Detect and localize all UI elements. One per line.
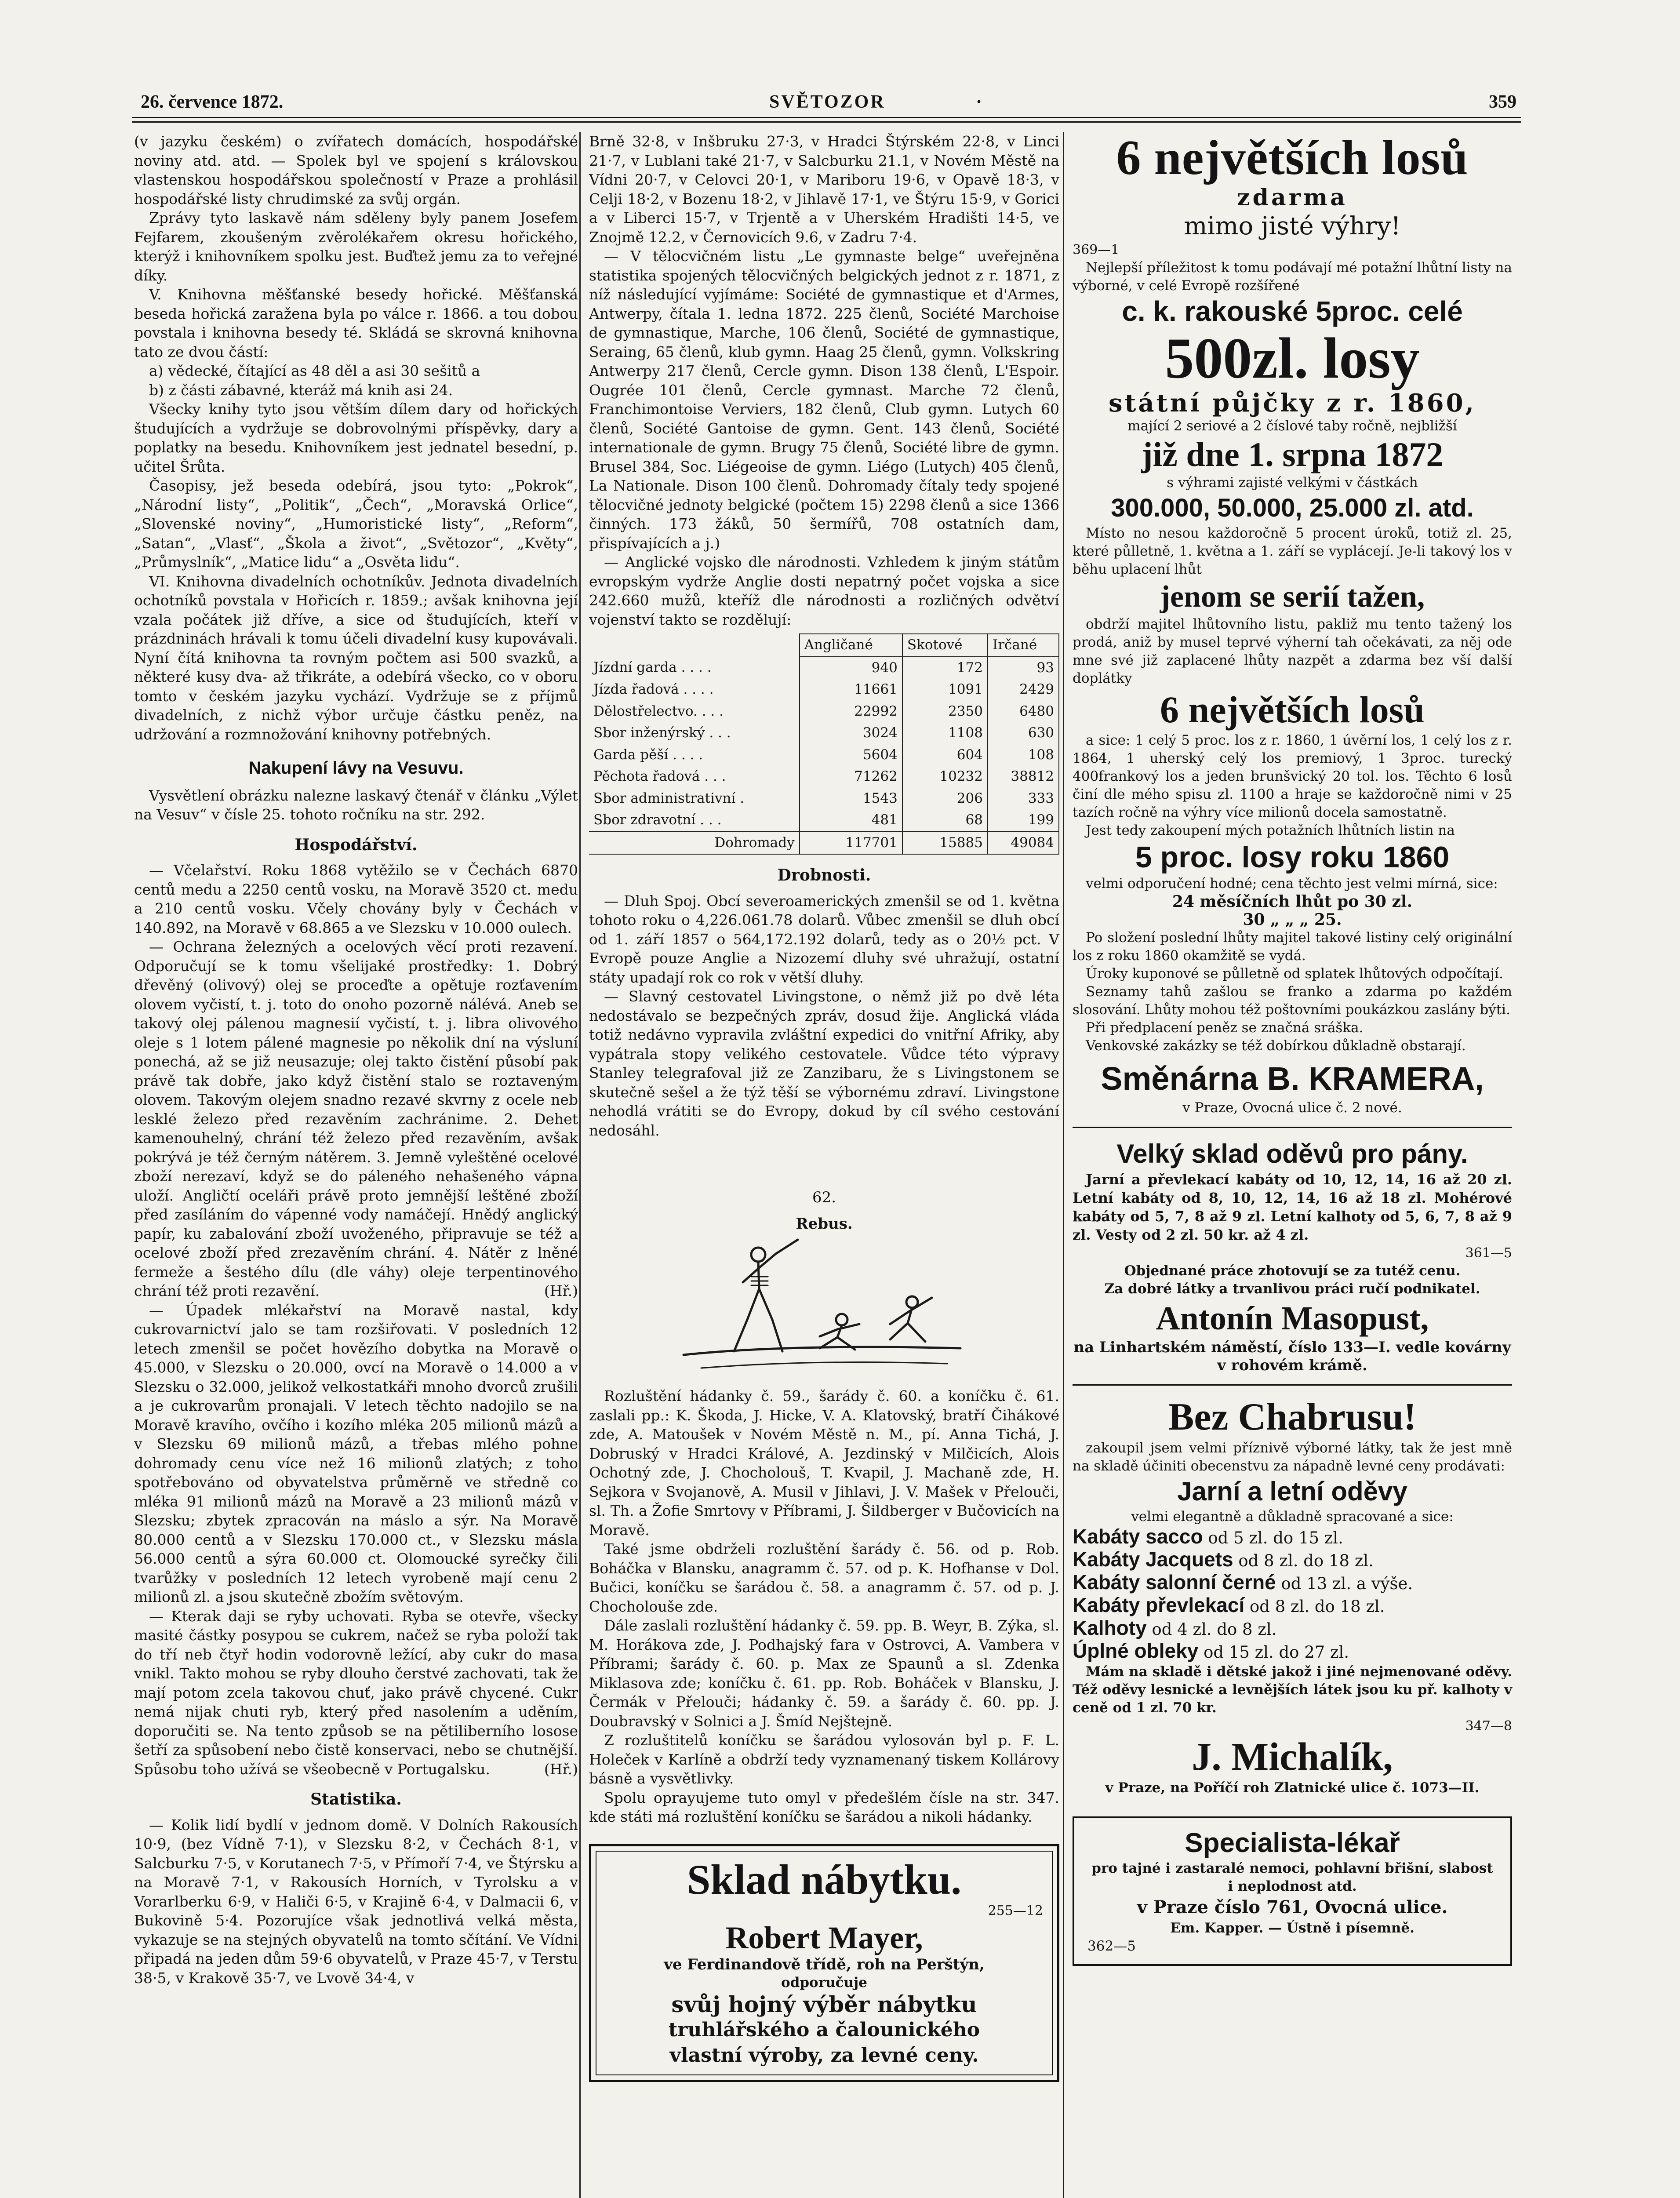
table-row <box>589 679 1059 701</box>
rate-1-value: 30 <box>1364 892 1386 911</box>
cell: 940 <box>800 657 902 679</box>
paragraph-telocvik: — V tělocvičném listu „Le gymnaste belge“ uveřejněna statistika spojených tělocvičných belgických jednot z r. 1871, z níž následující vyjímáme: Société de gymnastique et d'Armes, Antwerpy, čítala 1. ledna 1872. 225 členů, Société Marchoise de gymnastique, Marche, 106 členů, Société de gymnastique, Seraing, 65 členů, klub gymn. Haag 25 členů, gymn. Volkskring Antwerpy 217 členů, Cercle gymn. Dison 138 členů, L'Espoir. Ougrée 101 členů, Cercle gymnast. Marche 72 členů, Franchimontoise Verviers, 182 členů, Club gymn. Lutych 60 členů, Société Gantoise de gymn. Gent. 143 členů, Société internationale de gymn. Brugy 75 členů, Société libre de gymn. Brusel 384, Soc. Liégeoise de gymn. Liégo (Lutych) 405 členů, La Nationale. Dison 100 členů. Dohromady čítaly tedy spojené tělocvičné jednoty belgické (počtem 15) 2298 členů a sice 1366 činných. 173 žáků, 50 šermířů, 708 ostatních dam, přispívajících a j.) <box>589 247 1059 552</box>
ad-chabrus-name: J. Michalík, <box>1192 1735 1393 1779</box>
ad-losy-p1: Místo no nesou každoročně 5 procent úroků, totiž zl. 25, které půlletně, 1. května a 1. září se vyplácejí. Je-li takový los v běhu uplacení lhůt <box>1073 525 1512 577</box>
paragraph-oprava: Spolu oprayujeme tuto omyl v předešlém čísle na str. 347. kde státi má rozluštění koníčku se šarádou a nikoli hádanky. <box>589 1789 1059 1825</box>
list-item <box>1073 1572 1512 1594</box>
paragraph-knihovna-besedy: V. Knihovna měšťanské besedy hořické. Měšťanská beseda hořická zaražena byla po válce r. 1866. a tou dobou povstala i knihovna besedy té. Skládá se skrovná knihovna tato ze dvou částí: <box>134 286 578 360</box>
list-item <box>1073 1549 1512 1572</box>
ad-losy-p7: Úroky kuponové se půlletně od splatek lhůtových odpočítají. <box>1086 966 1503 982</box>
ad-losy-ck: c. k. rakouské 5proc. celé <box>1122 295 1463 327</box>
item-price: od 13 zl. a výše. <box>1281 1574 1413 1593</box>
paragraph-livingstone: — Slavný cestovatel Livingstone, o němž již po dvě léta nedostávalo se bezpečných zpráv, dosud žije. Anglická vláda totiž nedávno vypravila zvláštní expedici do vnitřní Afriky, aby vypátrala stopy velikého cestovatele. Vůdce této výpravy Stanley telegrafoval již ze Zanzibaru, že s Livingstonem se skutečně sešel a že týž těší se výbornému zdraví. Livingstone nehodlá vrátiti se do Evropy, dokud by cíl svého cestování nedosáhl. <box>589 988 1059 1139</box>
item-price: od 5 zl. do 15 zl. <box>1208 1528 1343 1547</box>
header-rule <box>132 117 1521 123</box>
cell: 3024 <box>800 722 902 744</box>
column-2 <box>582 132 1066 2198</box>
ad-losy-p3: a sice: 1 celý 5 proc. los z r. 1860, 1 úvěrní los, 1 celý los z r. 1864, 1 uherský celý los premiový, 1 3proc. turecký 400frankový los a jeden brunšvický 20 tol. los. Těchto 6 losů činí dle mého spisu zl. 1100 a hraje se každoročně nimi v 25 tazích ročně na výhry více milionů docela samostatně. <box>1073 732 1512 820</box>
paragraph-vsecky-knihy: Všecky knihy tyto jsou větším dílem dary od hořických študujících a vydržuje se dobrovolnými příspěvky, dary a poplatky na besedu. Knihovníkem jest jednatel besední, p. učitel Šrůta. <box>134 400 578 475</box>
total-cell: 15885 <box>902 832 988 855</box>
ad-spec-line-1: pro tajné i zastaralé nemoci, pohlavní břišní, slabost i neplodnost atd. <box>1091 1860 1493 1894</box>
ad-sklad-druh: truhlářského a čalounického <box>668 2018 980 2041</box>
item-name: Kabáty sacco <box>1073 1525 1203 1548</box>
ad-chabrus-note: Mám na skladě i dětské jakož i jiné nejmenované oděvy. Též oděvy lesnické a levnějších látek jsou ku př. kalhoty v ceně od 1 zl. 70 kr. <box>1073 1664 1512 1716</box>
row-label: Jízda řadová . . . . <box>593 681 714 697</box>
ad-odevy-address: na Linhartském náměstí, číslo 133—I. vedle kovárny v rohovém krámě. <box>1073 1339 1511 1374</box>
cell: 199 <box>988 809 1059 832</box>
ad-losy-date: již dne 1. srpna 1872 <box>1141 435 1444 473</box>
ad-specialista <box>1073 1816 1512 1966</box>
ad-losy-proc: 5 proc. losy roku 1860 <box>1135 841 1450 874</box>
ad-losy-amounts: 300.000, 50.000, 25.000 zl. atd. <box>1111 494 1474 522</box>
paragraph-statistika: — Kolik lidí bydlí v jednom domě. V Dolních Rakousích 10·9, (bez Vídně 7·1), v Slezsku 8·2, v Čechách 8·1, v Salcburku 7·5, v Korutanech 7·5, v Přímoří 7·4, ve Štýrsku a na Moravě 7·1, v Rakousích Horních, v Tyrolsku a v Vorarlberku 6·9, v Haliči 6·5, v Krajině 6·4, v Dalmacii 6, v Bukovině 5·4. Pozorujíce však jednotlivá velká města, vykazuje se na stejných obyvatelů na tomto sčítání. Ve Vídni připadá na jeden dům 59·6 obyvatelů, v Praze 45·7, v Terstu 38·5, v Krakově 35·7, ve Lvově 34·4, v <box>134 1816 578 1987</box>
ad-chabrus-list <box>1073 1526 1512 1663</box>
table-row <box>589 744 1059 766</box>
row-label: Sbor inženýrský . . . <box>593 725 731 741</box>
cell: 2429 <box>988 679 1059 701</box>
cell: 630 <box>988 722 1059 744</box>
cell: 5604 <box>800 744 902 766</box>
ad-sklad-vyber: svůj hojný výběr nábytku <box>671 1991 977 2017</box>
list-item <box>1073 1617 1512 1640</box>
paragraph-casopisy: Časopisy, jež beseda odebírá, jsou tyto: „Pokrok“, „Národní listy“, „Politik“, „Čech“, „Moravská Orlice“, „Slovenské noviny“, „Humoristické listy“, „Reform“, „Satan“, „Vlasť“, „Škola a život“, „Světozor“, „Květy“, „Průmyslník“, „Matice lidu“ a „Osvěta lidu“. <box>134 477 578 571</box>
item-name: Kabáty převlekací <box>1073 1594 1245 1616</box>
army-col-anglicane: Angličané <box>800 634 902 657</box>
item-price: od 8 zl. do 18 zl. <box>1238 1551 1374 1570</box>
paragraph-rozlusteni-4: Z rozluštitelů koníčku se šarádou vylosován byl p. F. L. Holeček v Karlíně a obdrží tedy vyznamenaný tiskem Kollárovy básně a vysvětlivky. <box>589 1732 1059 1787</box>
ad-losy-p4: Jest tedy zakoupení mých potažních lhůtních listin na <box>1086 822 1455 838</box>
issue-date: 26. července 1872. <box>141 92 284 112</box>
army-table-corner <box>589 634 800 657</box>
list-item <box>1073 1640 1512 1663</box>
ad-sklad-title: Sklad nábytku. <box>687 1856 962 1903</box>
list-item <box>1073 1526 1512 1549</box>
column-3 <box>1064 132 1521 2198</box>
cell: 1543 <box>800 788 902 810</box>
army-col-ircane: Irčané <box>988 634 1059 657</box>
ad-sklad-code: 255—12 <box>988 1903 1043 1918</box>
ad-losy-serii: jenom se serií tažen, <box>1160 580 1425 614</box>
paragraph-lava: Vysvětlení obrázku nalezne laskavý čtenář v článku „Výlet na Vesuv“ v čísle 25. tohoto ročníku na str. 292. <box>134 786 578 823</box>
ad-odevy-code: 361—5 <box>1465 1245 1512 1261</box>
ad-sklad-ceny: vlastní výroby, za levné ceny. <box>669 2044 979 2067</box>
ad-separator-2 <box>1073 1384 1512 1386</box>
paragraph-part-b: b) z části zábavné, kteráž má knih asi 24. <box>149 381 453 399</box>
ad-losy-p6: Po složení poslední lhůty majitel takové listiny celý originální los z roku 1860 okamžitě se vydá. <box>1073 930 1512 964</box>
ryby-signature: (Hř.) <box>544 1760 578 1778</box>
cell: 6480 <box>988 701 1059 723</box>
ad-losy-code: 369—1 <box>1073 242 1120 258</box>
table-row <box>589 722 1059 744</box>
ad-odevy-note-1: Objednané práce zhotovují se za tutéž cenu. <box>1124 1263 1461 1279</box>
rebus-title: Rebus. <box>796 1215 853 1233</box>
rebus-illustration <box>657 1236 991 1381</box>
ad-chabrus-address: v Praze, na Poříčí roh Zlatnické ulice č. 1073—II. <box>1105 1780 1480 1796</box>
cell: 2350 <box>902 701 988 723</box>
army-table-header <box>589 634 1059 657</box>
cell: 1108 <box>902 722 988 744</box>
ad-chabrus-jarni: Jarní a letní oděvy <box>1177 1477 1407 1506</box>
item-price: od 15 zl. do 27 zl. <box>1204 1643 1349 1662</box>
paragraph-ryby <box>134 1607 578 1779</box>
paragraph-zpravy: Zprávy tyto laskavě nám sděleny byly panem Josefem Fejfarem, zkoušeným zvěrolékařem okresu hořického, kterýž i knihovníkem spolku jest. Buďtež jemu za to veřejné díky. <box>134 209 578 284</box>
ad-sklad-nabytku <box>589 1844 1059 2082</box>
ad-losy <box>1073 132 1512 1117</box>
cell: 68 <box>902 809 988 832</box>
table-row <box>589 809 1059 832</box>
ad-chabrus-title: Bez Chabrusu! <box>1168 1396 1417 1438</box>
list-item <box>1073 1594 1512 1617</box>
row-label: Pěchota řadová . . . <box>593 768 726 784</box>
army-col-skotove: Skotové <box>902 634 988 657</box>
page-header <box>141 91 1516 120</box>
paragraph-mlekarstvi: — Úpadek mlékařství na Moravě nastal, kdy cukrovarnictví jalo se tam rozšiřovati. V posledních 12 letech zmenšil se počet hovězího dobytka na Moravě o 45.000, v Slezsku o 20.000, ovcí na Moravě o 14.000 a v Slezsku o 32.000, jelikož velkostatkáři mnoho dvorců zrušili a je cukrovarům pronajali. V letech těchto nadojilo se na Moravě kravího, ovčího i kozího mléka 205 milionů mázů a v Slezsku 69 milionů mázů, a třebas mlého pohne dohromady cenu více než 16 milionů zlatých; z toho spotřebováno od obyvatelstva průměrně ve středně co mléka 91 milionů mázů na Moravě a 23 milionů mázů v Slezsku; zbytek zpracován na máslo a sýr. Na Moravě 80.000 centů a v Slezsku 170.000 ct., v Slezsku másla 56.000 centů a sýra 60.000 ct. Olomoucké syrečky čili tvarůžky v posledních 12 letech vyrobeně mají cenu 2 milionů zl. a jsou skutečně zbožím světovým. <box>134 1301 578 1605</box>
ad-losy-p8: Seznamy tahů zašlou se franko a zdarma po každém slosování. Lhůty mohou též poštovními poukázkou zaslány býti. <box>1073 984 1512 1018</box>
total-label: Dohromady <box>589 832 800 855</box>
ad-sklad-name: Robert Mayer, <box>725 1920 923 1955</box>
ad-separator-1 <box>1073 1127 1512 1128</box>
ad-losy-kramer: Směnárna B. KRAMERA, <box>1101 1060 1484 1097</box>
ad-losy-mimo: mimo jisté výhry! <box>1184 212 1401 240</box>
ad-sklad-recommend: odporučuje <box>781 1974 867 1991</box>
paragraph-dluh: — Dluh Spoj. Obcí severoamerických zmenšil se od 1. května tohoto roku o 4,226.061.78 dolarů. Vůbec zmenšil se dluh obcí od 1. září 1857 o 564,172.192 dolarů, tedy as o 20½ pct. V Evropě pouze Anglie a Nizozemí dluhy své uhražují, ostatní státy upadají rok co rok v větší dluhy. <box>589 892 1059 986</box>
table-row <box>589 788 1059 810</box>
heading-hospodarstvi: Hospodářství. <box>295 835 418 854</box>
ad-spec-line-2: v Praze číslo 761, Ovocná ulice. <box>1137 1897 1448 1918</box>
paragraph-vcelarstvi: — Včelařství. Roku 1868 vytěžilo se v Čechách 6870 centů medu a 2250 centů vosku, na Moravě 3520 ct. medu a 210 centů vosku. Včely chovány byly v Čechách v 140.892, na Moravě v 68.865 a ve Slezsku v 10.000 oulech. <box>134 862 578 936</box>
heading-drobnosti: Drobnosti. <box>777 866 871 884</box>
cell: 10232 <box>902 766 988 788</box>
ad-chabrus-elegant: velmi elegantně a důkladně spracované a sice: <box>1131 1509 1454 1525</box>
ad-losy-p5: velmi odporučení hodné; cena těchto jest velmi mírná, sice: <box>1086 876 1498 892</box>
ad-losy-rate-2 <box>1073 911 1512 929</box>
rate-2-ditto: „ „ „ <box>1270 910 1309 929</box>
ad-odevy-prices: Jarní a převlekací kabáty od 10, 12, 14, 16 až 20 zl. Letní kabáty od 8, 10, 12, 14, 16 až 18 zl. Mohérové kabáty od 5, 7, 8 až 9 zl. Letní kalhoty od 5, 6, 7, 8 až 9 zl. Vesty od 2 zl. 50 kr. až 4 zl. <box>1073 1171 1512 1243</box>
ad-odevy <box>1073 1138 1512 1375</box>
cell: 172 <box>902 657 988 679</box>
ad-chabrus <box>1073 1395 1512 1797</box>
ad-odevy-name: Antonín Masopust, <box>1156 1300 1429 1337</box>
ad-odevy-title: Velký sklad oděvů pro pány. <box>1116 1139 1468 1168</box>
item-name: Kabáty salonní černé <box>1073 1571 1276 1594</box>
ryby-text: — Kterak daji se ryby uchovati. Ryba se otevře, všecky masité částky posypou se cukrem, načež se ryba položí tak do tří neb čtyř hodin vodorovně ležící, aby cukr do masa vnikl. Takto mohou se ryby dlouho čerstvé zachovati, tak že mají potom zcela takovou chuť, jako právě chycené. Cukr nemá nijak chuti ryb, který před nasolením a uděním, doporučiti se. Na tento způsob se na pětiliberního losose šetří za spůsobení nebo čistě konservaci, nebo se chutnější. Spůsobu toho užívá se všeobecně v Portugalsku. <box>134 1607 578 1778</box>
heading-lava: Nakupení lávy na Vesuvu. <box>248 758 464 778</box>
ochrana-text: — Ochrana železných a ocelových věcí proti rezavení. Odporučují se k tomu všelijaké prostředky: 1. Dobrý dřevěný (olivový) olej se proceďte a opětuje rozťavením olovem vyčistí, t. j. toto do onoho pozorně nálévá. Aneb se takový olej pálenou magnesií vyčistí, t. j. libra olivového oleje s 1 lotem pálené magnesie po několik dní na výsluní ponechá, až se již neusazuje; olej takto čistění působí pak právě tak dobře, jako když čistění stalo se roztaveným olovem. Takovým olejem snadno rezavé skvrny z ocele neb lesklé železo před rezavěním zachránime. 2. Dehet kamenouhelný, chrání též železo před rezavěním, avšak pokrývá je též černým nátěrem. 3. Jemně vyleštěné ocelové zboží nerezaví, když se do páleného nehašeného vápna uloží. Angličtí oceláři právě proto jemnější leštěné zboží před zasíláním do vápenné vody namáčejí. Hnědý anglický papír, ku zabalování zboží uvoženého, připravuje se též a ocelové zboží před zrezavěním chrání. 4. Nátěr z lněné fermeže a šestého dílu (dle váhy) oleje terpentinového chrání též proti rezavění. <box>134 938 578 1299</box>
ad-losy-rate-1 <box>1073 893 1512 911</box>
paragraph-rozlusteni-2: Také jsme obdrželi rozluštění šarády č. 56. od p. Rob. Boháčka v Blansku, anagramm č. 57. od p. K. Hofhanse v Dol. Bučici, koníčku se šarádou č. 58. a anagramm č. 57. od p. J. Chocholouše zde. <box>589 1540 1059 1615</box>
ad-losy-mit: mající 2 seriové a 2 číslové taby ročně, nejbližší <box>1127 418 1457 434</box>
item-name: Kalhoty <box>1073 1616 1147 1639</box>
rate-1-unit: zl. <box>1392 892 1413 911</box>
cell: 108 <box>988 744 1059 766</box>
paragraph-rozlusteni-1: Rozluštění hádanky č. 59., šarády č. 60. a koníčku č. 61. zaslali pp.: K. Škoda, J. Hicke, V. A. Klatovský, bratří Čihákové zde, A. Matoušek v Novém Městě n. M., pí. Anna Tichá, J. Dobruský v Hradci Králové, A. Jezdinský v Milčicích, Alois Ochotný zde, J. Chocholouš, T. Kvapil, J. Machaně zde, H. Sejkora v Svojanově, A. Musil v Jihlavi, J. V. Mašek v Přelouči, sl. Th. a Žofie Smrtovy v Příbrami, J. Šildberger v Bučovicích na Moravě. <box>589 1387 1059 1539</box>
ad-losy-zdarma: zdarma <box>1237 184 1348 211</box>
rate-2-value: 25. <box>1314 910 1342 929</box>
paragraph-knihovna-ochotniku: VI. Knihovna divadelních ochotníkův. Jednota divadelních ochotníků povstala v Hořicích r. 1859.; avšak knihovna její vzala počátek již dříve, a sice od študujících, kteří v prázdninách hrávali k tomu účeli divadelní kusy kupovávali. Nyní čítá knihovna ta rovným počtem asi 500 svazků, a některé kusy dva- až třikráte, a odebírá všecko, co v oboru tomto v českém jazyku vychází. Vydržuje se z příjmů divadelních, z nichž výbor určuje částku peněz, na udržování a rozmnožování knihovny potřebných. <box>134 572 578 743</box>
heading-statistika: Statistika. <box>310 1790 402 1809</box>
table-row <box>589 701 1059 723</box>
ad-losy-statni: státní půjčky z r. 1860, <box>1108 389 1476 418</box>
item-name: Úplné obleky <box>1073 1639 1199 1662</box>
ad-losy-intro: Nejlepší příležitost k tomu podávají mé potažní lhůtní listy na výborné, v celé Evropě rozšířené <box>1073 260 1512 294</box>
item-price: od 4 zl. do 8 zl. <box>1152 1620 1277 1639</box>
table-total-row <box>589 832 1059 855</box>
header-dot: · <box>976 92 982 112</box>
ad-losy-title2: 6 největších losů <box>1160 688 1425 731</box>
table-row <box>589 657 1059 679</box>
army-table <box>589 633 1059 855</box>
cell: 604 <box>902 744 988 766</box>
total-cell: 49084 <box>988 832 1059 855</box>
ad-losy-p2: obdrží majitel lhůtovního listu, pakliž mu tento tažený los prodá, aniž by musel teprvé výherní tah očekávati, za něj ode mne své již zaplacené lhůty nazpět a zdarma bez vší další doplátky <box>1073 616 1512 686</box>
table-row <box>589 766 1059 788</box>
ad-losy-p10: Venkovské zakázky se též dobírkou důkladně obstarají. <box>1086 1038 1466 1054</box>
ad-odevy-note-2: Za dobré látky a trvanlivou práci ručí podnikatel. <box>1104 1281 1480 1297</box>
cell: 38812 <box>988 766 1059 788</box>
journal-title: SVĚTOZOR <box>769 92 886 112</box>
ochrana-signature: (Hř.) <box>544 1282 578 1299</box>
cell: 93 <box>988 657 1059 679</box>
rate-1-lhuty: 24 měsíčních lhůt po <box>1172 892 1359 911</box>
ad-losy-s: s výhrami zajisté velkými v částkách <box>1167 475 1418 491</box>
row-label: Garda pěší . . . . <box>593 746 703 763</box>
cell: 11661 <box>800 679 902 701</box>
ad-spec-title: Specialista-lékař <box>1185 1828 1400 1858</box>
paragraph-ochrana <box>134 937 578 1301</box>
row-label: Dělostřelectvo. . . . <box>593 703 724 719</box>
ad-losy-title: 6 největších losů <box>1116 132 1469 185</box>
cell: 206 <box>902 788 988 810</box>
item-price: od 8 zl. do 18 zl. <box>1250 1597 1385 1616</box>
paragraph-anglicke-vojsko: — Anglické vojsko dle národnosti. Vzhledem k jiným státům evropským vydrže Anglie dosti nepatrný počet vojska a sice 242.660 mužů, kteříž dle národnosti a rozličných odvětví vojenství takto se rozdělují: <box>589 553 1059 628</box>
paragraph-part-a: a) vědecké, čítající as 48 děl a asi 30 sešitů a <box>149 362 480 379</box>
ad-spec-line-3: Em. Kapper. — Ústně i písemně. <box>1170 1920 1415 1936</box>
cell: 71262 <box>800 766 902 788</box>
ad-losy-kramer-address: v Praze, Ovocná ulice č. 2 nové. <box>1182 1100 1402 1116</box>
row-label: Sbor administrativní . <box>593 790 745 806</box>
ad-losy-sum: 500zl. losy <box>1165 326 1420 390</box>
paragraph-rozlusteni-3: Dále zaslali rozluštění hádanky č. 59. pp. B. Weyr, B. Zýka, sl. M. Horákova zde, J. Podhajský fara v Ostrovci, A. Vambera v Příbrami; šarády č. 60. p. Max ze Spaunů a sl. Zdenka Miklasova zde; koníčku č. 61. pp. Rob. Boháček v Blansku, J. Čermák v Přelouči; hádanky č. 59. a šarády č. 60. pp. J. Doubravský v Solnici a J. Šmíd Nejštejně. <box>589 1617 1059 1730</box>
column-1 <box>134 132 578 2198</box>
total-cell: 117701 <box>800 832 902 855</box>
page-number: 359 <box>1489 92 1516 112</box>
ad-losy-p9: Při předplacení peněz se značná sráška. <box>1086 1020 1364 1036</box>
cell: 1091 <box>902 679 988 701</box>
ad-chabrus-intro: zakoupil jsem velmi příznivě výborné látky, tak že jest mně na skladě účiniti obecenstvu za nápadně levné ceny prodávati: <box>1073 1440 1512 1474</box>
ad-chabrus-code: 347—8 <box>1465 1718 1512 1734</box>
rate-2-lhuty: 30 <box>1243 910 1265 929</box>
item-name: Kabáty Jacquets <box>1073 1548 1233 1571</box>
paragraph-spolek: (v jazyku českém) o zvířatech domácích, hospodářské noviny atd. atd. — Spolek byl ve spojení s královskou vlastenskou hospodářskou společností v Praze a prohlásil hospodářské listy chrudimské za svůj orgán. <box>134 133 578 207</box>
cell: 333 <box>988 788 1059 810</box>
cell: 481 <box>800 809 902 832</box>
row-label: Sbor zdravotní . . . <box>593 812 722 828</box>
ad-spec-code: 362—5 <box>1087 1938 1136 1954</box>
column-divider-1 <box>579 132 581 2198</box>
rebus-number: 62. <box>812 1189 836 1206</box>
cell: 22992 <box>800 701 902 723</box>
row-label: Jízdní garda . . . . <box>593 659 712 675</box>
paragraph-mesta: Brně 32·8, v Inšbruku 27·3, v Hradci Štýrském 22·8, v Linci 21·7, v Lublani také 21·7, v Salcburku 21.1, v Novém Městě na Vídni 20·7, v Celovci 20·1, v Mariboru 19·6, v Opavě 18·3, v Celji 18·2, v Bozenu 18·2, v Jihlavě 17·1, ve Štýru 15·9, v Gorici a v Liberci 15·7, v Trjentě a v Uherském Hradišti 14·5, ve Znojmě 12.2, v Černovicích 9.6, v Zadru 7·4. <box>589 133 1059 246</box>
ad-sklad-address: ve Ferdinandově třídě, roh na Perštýn, <box>664 1955 985 1973</box>
